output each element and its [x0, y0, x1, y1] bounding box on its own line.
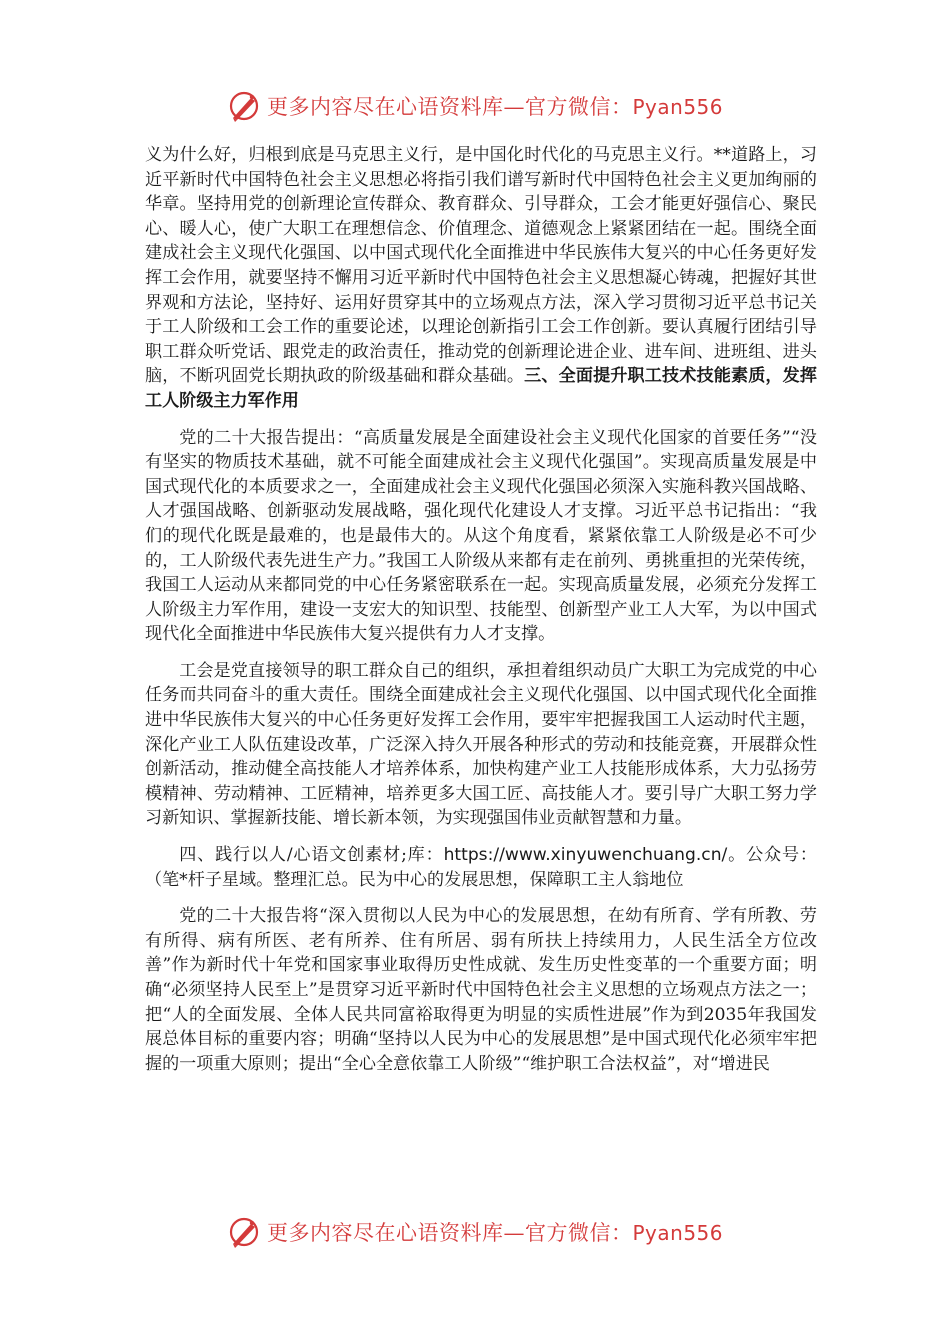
- paragraph-1: 义为什么好，归根到底是马克思主义行，是中国化时代化的马克思主义行。**道路上，习近平新时代中国特色社会主义思想必将指引我们谱写新时代中国特色社会主义更加绚丽的华章。坚持用党的创新理论宣传群众、教育群众、引导群众，工会才能更好强信心、聚民心、暖人心，使广大职工在理想信念、价值理念、道德观念上紧紧团结在一起。围绕全面建成社会主义现代化强国、以中国式现代化全面推进中华民族伟大复兴的中心任务更好发挥工会作用，就要坚持不懈用习近平新时代中国特色社会主义思想凝心铸魂，把握好其世界观和方法论，坚持好、运用好贯穿其中的立场观点方法，深入学习贯彻习近平总书记关于工人阶级和工会工作的重要论述，以理论创新指引工会工作创新。要认真履行团结引导职工群众听党话、跟党走的政治责任，推动党的创新理论进企业、进车间、进班组、进头脑，不断巩固党长期执政的阶级基础和群众基础。三、全面提升职工技术技能素质，发挥工人阶级主力军作用: [145, 145, 817, 411]
- paragraph-5: 党的二十大报告将“深入贯彻以人民为中心的发展思想，在幼有所育、学有所教、劳有所得、病有所医、老有所养、住有所居、弱有所扶上持续用力，人民生活全方位改善”作为新时代十年党和国家事业取得历史性成就、发生历史性变革的一个重要方面；明确“必须坚持人民至上”是贯穿习近平新时代中国特色社会主义思想的立场观点方法之一；把“人的全面发展、全体人民共同富裕取得更为明显的实质性进展”作为到2035年我国发展总体目标的重要内容；明确“坚持以人民为中心的发展思想”是中国式现代化必须牢牢把握的一项重大原则；提出“全心全意依靠工人阶级”“维护职工合法权益”，对“增进民: [145, 906, 817, 1074]
- paragraph-2: 党的二十大报告提出：“高质量发展是全面建设社会主义现代化国家的首要任务”“没有坚实的物质技术基础，就不可能全面建成社会主义现代化强国”。实现高质量发展是中国式现代化的本质要求之一，全面建成社会主义现代化强国必须深入实施科教兴国战略、人才强国战略、创新驱动发展战略，强化现代化建设人才支撑。习近平总书记指出：“我们的现代化既是最难的，也是最伟大的。从这个角度看，紧紧依靠工人阶级是必不可少的，工人阶级代表先进生产力。”我国工人阶级从来都有走在前列、勇挑重担的光荣传统，我国工人运动从来都同党的中心任务紧密联系在一起。实现高质量发展，必须充分发挥工人阶级主力军作用，建设一支宏大的知识型、技能型、创新型产业工人大军，为以中国式现代化全面推进中华民族伟大复兴提供有力人才支撑。: [145, 427, 817, 645]
- header-banner: [0, 86, 950, 126]
- banner-handle: Pyan556: [632, 95, 723, 119]
- banner-text: 更多内容尽在心语资料库—官方微信：Pyan556: [266, 1221, 723, 1245]
- section-heading-3: 三、全面提升职工技术技能素质，发挥工人阶级主力军作用: [145, 366, 817, 411]
- paragraph-3: 工会是党直接领导的职工群众自己的组织，承担着组织动员广大职工为完成党的中心任务而共同奋斗的重大责任。围绕全面建成社会主义现代化强国、以中国式现代化全面推进中华民族伟大复兴的中心任务更好发挥工会作用，要牢牢把握我国工人运动时代主题，深化产业工人队伍建设改革，广泛深入持久开展各种形式的劳动和技能竞赛，开展群众性创新活动，推动健全高技能人才培养体系，加快构建产业工人技能形成体系，大力弘扬劳模精神、劳动精神、工匠精神，培养更多大国工匠、高技能人才。要引导广大职工努力学习新知识、掌握新技能、增长新本领，为实现强国伟业贡献智慧和力量。: [145, 660, 817, 829]
- pen-logo-icon: [227, 89, 261, 123]
- banner-handle: Pyan556: [632, 1221, 723, 1245]
- document-body: [145, 143, 817, 1076]
- pen-logo-icon: [227, 1215, 261, 1249]
- website-link[interactable]: https://www.xinyuwenchuang.cn/: [443, 845, 728, 866]
- footer-banner: [0, 1212, 950, 1252]
- paragraph-4: 四、践行以人/心语文创素材;库：https://www.xinyuwenchuang.cn/。公众号：（笔*杆子星域。整理汇总。民为中心的发展思想，保障职工主人翁地位: [145, 845, 817, 890]
- banner-text: 更多内容尽在心语资料库—官方微信：Pyan556: [266, 95, 723, 119]
